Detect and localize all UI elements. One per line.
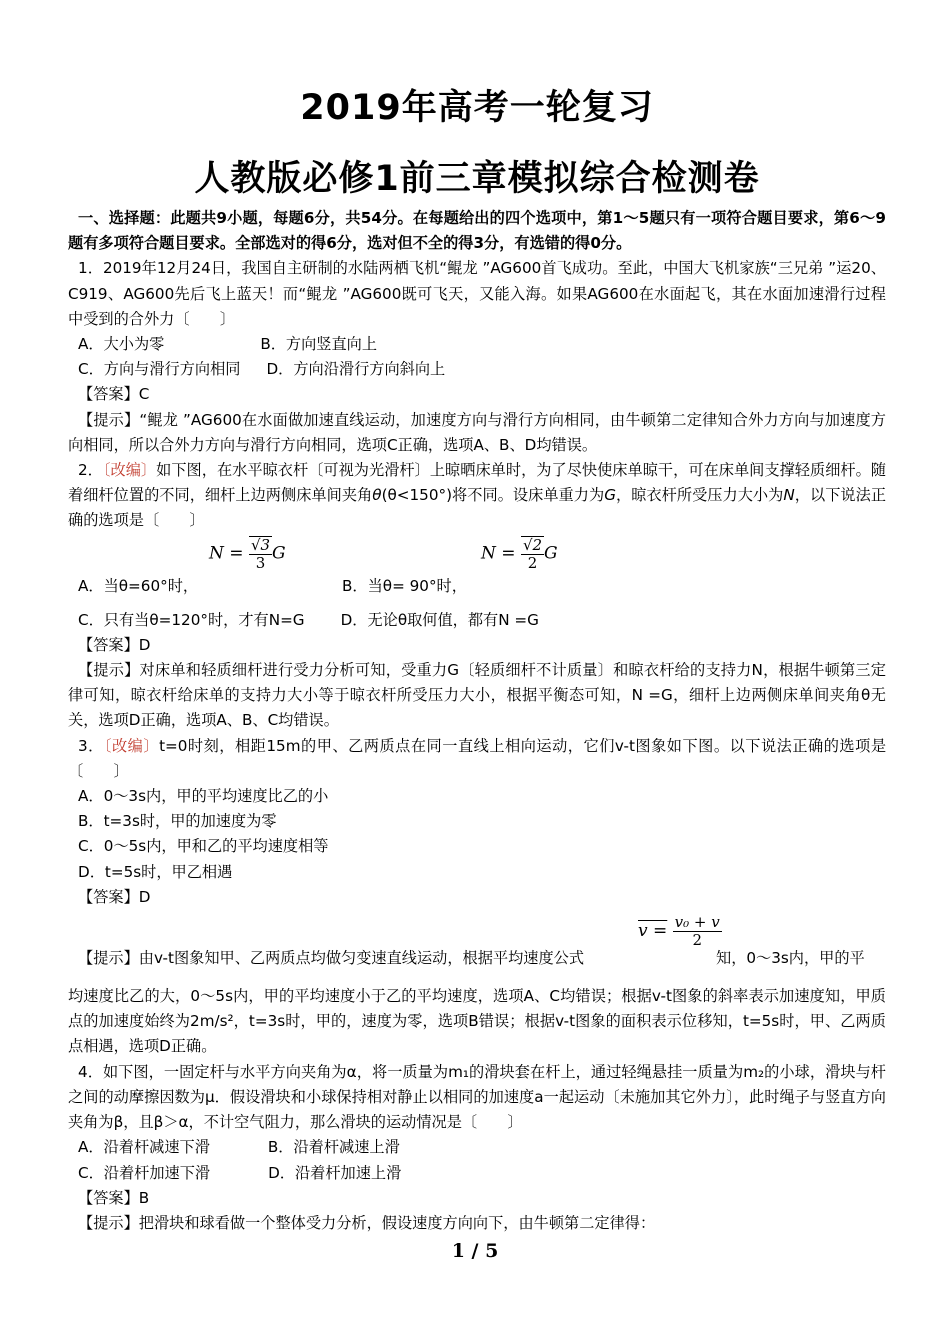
q2-adapted-tag: 〔改编〕 bbox=[102, 461, 157, 480]
q1-hint: 【提示】“鲲龙 ”AG600在水面做加速直线运动，加速度方向与滑行方向相同，由牛顿第二定律知合外力方向与加速度方向相同，所以合外力方向与滑行方向相同，选项C正确，选项A、B、D均错误。 bbox=[68, 410, 886, 454]
q3-hint-rest: 均速度比乙的大，0～5s内，甲的平均速度小于乙的平均速度，选项A、C均错误；根据v-t图象的斜率表示加速度知，甲质点的加速度始终为2m/s²，t=3s时，甲的，速度为零，选项B错误；根据v-t图象的面积表示位移知，t=5s时，甲、乙两质点相遇，选项D正确。 bbox=[68, 987, 886, 1056]
q3-option-c: C．0～5s内，甲和乙的平均速度相等 bbox=[78, 837, 329, 856]
q4-options-cd bbox=[68, 1161, 886, 1186]
q3-option-d: D．t=5s时，甲乙相遇 bbox=[78, 862, 233, 881]
q1-option-c: C．方向与滑行方向相同 bbox=[78, 360, 241, 379]
doc-title-line1: 2019年高考一轮复习 bbox=[300, 88, 654, 128]
q1-option-b: B．方向竖直向上 bbox=[260, 335, 378, 354]
q2-options-ab bbox=[68, 534, 886, 608]
q3-hint-left: 【提示】由v-t图象知甲、乙两质点均做匀变速直线运动，根据平均速度公式 bbox=[78, 949, 585, 968]
q1-answer: 【答案】C bbox=[78, 385, 150, 404]
q2-options-cd bbox=[68, 608, 886, 633]
q4-option-a: A．沿着杆减速下滑 bbox=[78, 1138, 210, 1157]
section-heading: 一、选择题：此题共9小题，每题6分，共54分。在每题给出的四个选项中，第1～5题只有一项符合题目要求，第6～9题有多项符合题目要求。全部选对的得6分，选对但不全的得3分，有选错的得0分。 bbox=[68, 209, 886, 253]
q2-formula-b: N = $\frac{√2}{2}$ G bbox=[481, 535, 558, 572]
doc-body bbox=[68, 206, 886, 1236]
q2-formula-a: N = $\frac{√3}{3}$ G bbox=[209, 535, 286, 572]
q1-option-a: A．大小为零 bbox=[78, 335, 165, 354]
q3-option-b: B．t=3s时，甲的加速度为零 bbox=[78, 812, 277, 831]
q1-options-cd bbox=[68, 357, 886, 382]
q3-hint-right: 知，0～3s内，甲的平 bbox=[716, 949, 865, 968]
q2-stem: 2．〔改编〕如下图，在水平晾衣杆〔可视为光滑杆〕上晾晒床单时，为了尽快使床单晾干，可在床单间支撑轻质细杆。随着细杆位置的不同，细杆上边两侧床单间夹角θ(θ<150°)将不同。设床单重力为G，晾衣杆所受压力大小为N，以下说法正确的选项是〔 〕 bbox=[68, 461, 887, 530]
q4-options-ab bbox=[68, 1135, 886, 1160]
q2-option-b: B．当θ= 90°时， bbox=[342, 576, 467, 595]
q4-option-d: D．沿着杆加速上滑 bbox=[268, 1163, 402, 1182]
q4-option-b: B．沿着杆减速上滑 bbox=[267, 1138, 400, 1157]
q3-average-velocity-formula: v = $\frac{\text{v₀ + v}}{2}$ bbox=[638, 913, 720, 950]
doc-title-line2: 人教版必修1前三章模拟综合检测卷 bbox=[194, 159, 760, 199]
q2-option-a: A．当θ=60°时， bbox=[78, 576, 199, 595]
q1-options-ab bbox=[68, 332, 886, 357]
q3-answer: 【答案】D bbox=[78, 887, 151, 906]
q3-stem: 3．〔改编〕t=0时刻，相距15m的甲、乙两质点在同一直线上相向运动，它们v-t图象如下图。以下说法正确的选项是〔 〕 bbox=[68, 736, 887, 780]
q3-adapted-tag: 〔改编〕 bbox=[103, 736, 160, 755]
q4-stem: 4．如下图，一固定杆与水平方向夹角为α，将一质量为m₁的滑块套在杆上，通过轻绳悬挂一质量为m₂的小球，滑块与杆之间的动摩擦因数为μ．假设滑块和小球保持相对静止以相同的加速度a一起运动〔未施加其它外力〕，此时绳子与竖直方向夹角为β，且β＞α，不计空气阻力，那么滑块的运动情况是〔 〕 bbox=[68, 1062, 886, 1132]
q2-answer: 【答案】D bbox=[78, 635, 151, 654]
q3-hint-formula-row bbox=[68, 910, 886, 984]
q2-option-c: C．只有当θ=120°时，才有N=G bbox=[78, 610, 305, 629]
q2-hint: 【提示】对床单和轻质细杆进行受力分析可知，受重力G〔轻质细杆不计质量〕和晾衣杆给的支持力N，根据牛顿第三定律可知，晾衣杆给床单的支持力大小等于晾衣杆所受压力大小，根据平衡态可知，N =G，细杆上边两侧床单间夹角θ无关，选项D正确，选项A、B、C均错误。 bbox=[68, 661, 886, 730]
q4-answer: 【答案】B bbox=[78, 1188, 150, 1207]
q4-option-c: C．沿着杆加速下滑 bbox=[78, 1163, 211, 1182]
page-number: 1 / 5 bbox=[451, 1240, 499, 1262]
q2-option-d: D．无论θ取何值，都有N =G bbox=[340, 610, 539, 629]
q3-option-a: A．0～3s内，甲的平均速度比乙的小 bbox=[78, 787, 329, 806]
q1-option-d: D．方向沿滑行方向斜向上 bbox=[266, 360, 446, 379]
q1-stem: 1．2019年12月24日，我国自主研制的水陆两栖飞机“鲲龙 ”AG600首飞成功。至此，中国大飞机家族“三兄弟 ”运20、C919、AG600先后飞上蓝天！而“鲲龙 ”AG600既可飞天，又能入海。如果AG600在水面起飞，其在水面加速滑行过程中受到的合外力〔 〕 bbox=[68, 259, 886, 328]
q4-hint: 【提示】把滑块和球看做一个整体受力分析，假设速度方向向下，由牛顿第二定律得： bbox=[78, 1213, 656, 1232]
